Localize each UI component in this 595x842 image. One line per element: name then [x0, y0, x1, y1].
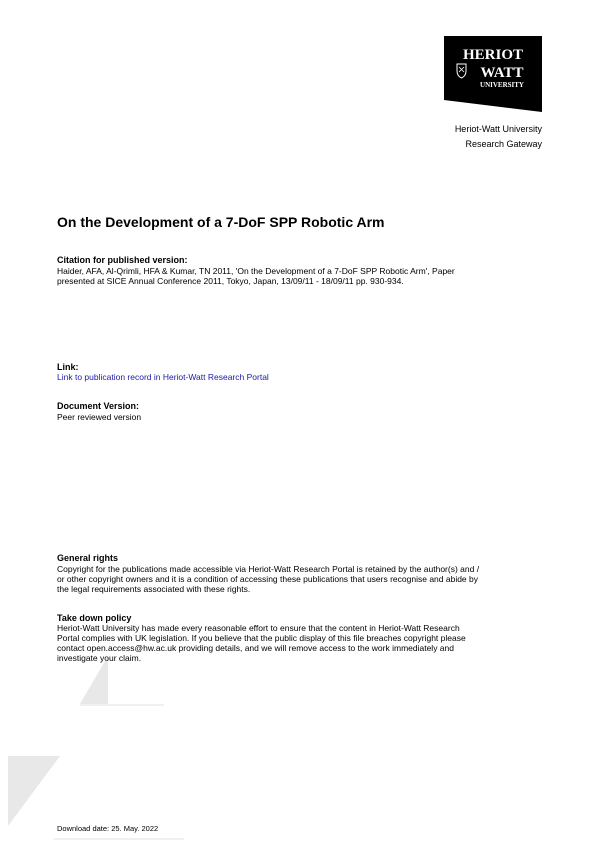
link-label: Link:	[57, 362, 79, 372]
download-date: Download date: 25. May. 2022	[57, 824, 159, 833]
takedown-line-4: investigate your claim.	[57, 653, 142, 663]
general-rights-label: General rights	[57, 553, 119, 563]
paper-title: On the Development of a 7-DoF SPP Robotic Arm	[57, 214, 385, 230]
document-version-value: Peer reviewed version	[57, 412, 142, 422]
takedown-policy-text	[57, 623, 541, 663]
rights-line-1: Copyright for the publications made accessible via Heriot-Watt Research Portal is retained by the author(s) and /	[57, 564, 480, 574]
citation-line-2: presented at SICE Annual Conference 2011, Tokyo, Japan, 13/09/11 - 18/09/11 pp. 930-934.	[57, 276, 404, 286]
document-version-label: Document Version:	[57, 401, 140, 411]
logo-line-3: UNIVERSITY	[480, 81, 524, 89]
citation-line-1: Haider, AFA, Al-Qrimli, HFA & Kumar, TN 2011, 'On the Development of a 7-DoF SPP Robotic Arm', Paper	[57, 266, 455, 276]
logo-line-2: WATT	[480, 65, 524, 81]
takedown-policy-label: Take down policy	[57, 613, 132, 623]
citation-label: Citation for published version:	[57, 255, 188, 265]
general-rights-text	[57, 564, 541, 594]
gateway-name: Research Gateway	[465, 139, 542, 149]
publication-record-link[interactable]: Link to publication record in Heriot-Watt Research Portal	[57, 372, 269, 382]
takedown-line-3: contact open.access@hw.ac.uk providing details, and we will remove access to the work immediately and	[57, 643, 454, 653]
rights-line-3: the legal requirements associated with these rights.	[57, 584, 251, 594]
institution-name: Heriot-Watt University	[454, 124, 542, 134]
heriot-watt-logo	[444, 36, 542, 112]
citation-text	[57, 266, 541, 286]
rights-line-2: or other copyright owners and it is a condition of accessing these publications that users recognise and abide by	[57, 574, 478, 584]
takedown-line-1: Heriot-Watt University has made every reasonable effort to ensure that the content in Heriot-Watt Research	[57, 623, 460, 633]
takedown-line-2: Portal complies with UK legislation. If you believe that the public display of this file breaches copyright please	[57, 633, 466, 643]
logo-line-1: HERIOT	[462, 47, 524, 63]
